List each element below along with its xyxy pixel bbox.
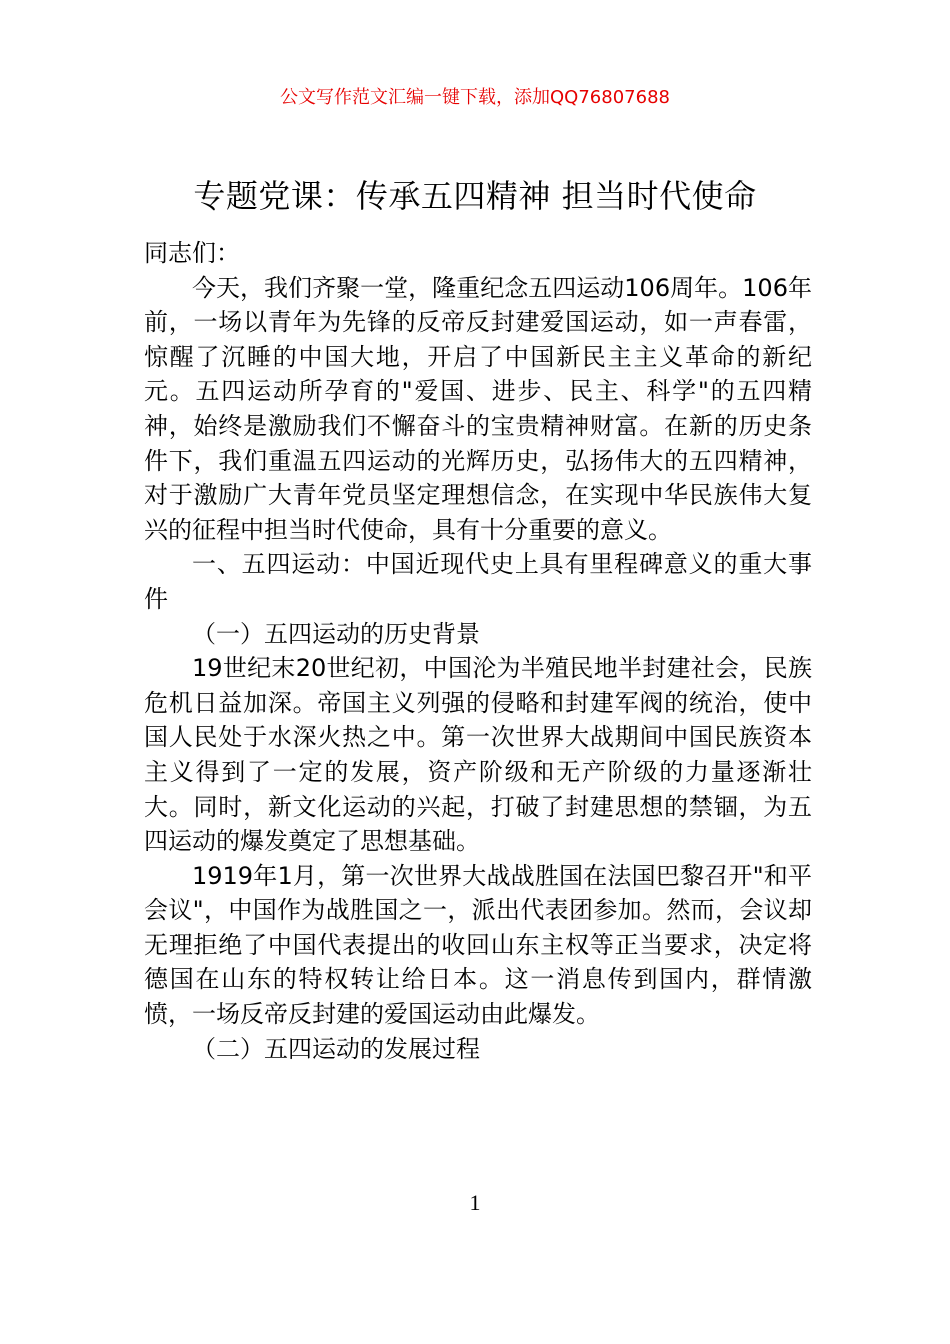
intro-paragraph: 今天，我们齐聚一堂，隆重纪念五四运动106周年。106年前，一场以青年为先锋的反帝反封建爱国运动，如一声春雷，惊醒了沉睡的中国大地，开启了中国新民主主义革命的新纪元。五四运动所孕育的"爱国、进步、民主、科学"的五四精神，始终是激励我们不懈奋斗的宝贵精神财富。在新的历史条件下，我们重温五四运动的光辉历史，弘扬伟大的五四精神，对于激励广大青年党员坚定理想信念，在实现中华民族伟大复兴的征程中担当时代使命，具有十分重要的意义。 — [144, 273, 812, 544]
background-paragraph: 19世纪末20世纪初，中国沦为半殖民地半封建社会，民族危机日益加深。帝国主义列强的侵略和封建军阀的统治，使中国人民处于水深火热之中。第一次世界大战期间中国民族资本主义得到了一定的发展，资产阶级和无产阶级的力量逐渐壮大。同时，新文化运动的兴起，打破了封建思想的禁锢，为五四运动的爆发奠定了思想基础。 — [144, 654, 812, 856]
document-body — [144, 236, 812, 1066]
subsection-heading-1: （一）五四运动的历史背景 — [192, 619, 480, 648]
section-heading-1: 一、五四运动：中国近现代史上具有里程碑意义的重大事件 — [144, 550, 812, 613]
document-title: 专题党课：传承五四精神 担当时代使命 — [193, 177, 757, 215]
subsection-heading-2: （二）五四运动的发展过程 — [192, 1034, 480, 1063]
page-number: 1 — [469, 1190, 481, 1215]
paris-conference-paragraph: 1919年1月，第一次世界大战战胜国在法国巴黎召开"和平会议"，中国作为战胜国之一，派出代表团参加。然而，会议却无理拒绝了中国代表提出的收回山东主权等正当要求，决定将德国在山东的特权转让给日本。这一消息传到国内，群情激愤，一场反帝反封建的爱国运动由此爆发。 — [144, 861, 812, 1029]
download-notice: 公文写作范文汇编一键下载，添加QQ76807688 — [280, 87, 670, 108]
salutation: 同志们： — [144, 239, 240, 267]
